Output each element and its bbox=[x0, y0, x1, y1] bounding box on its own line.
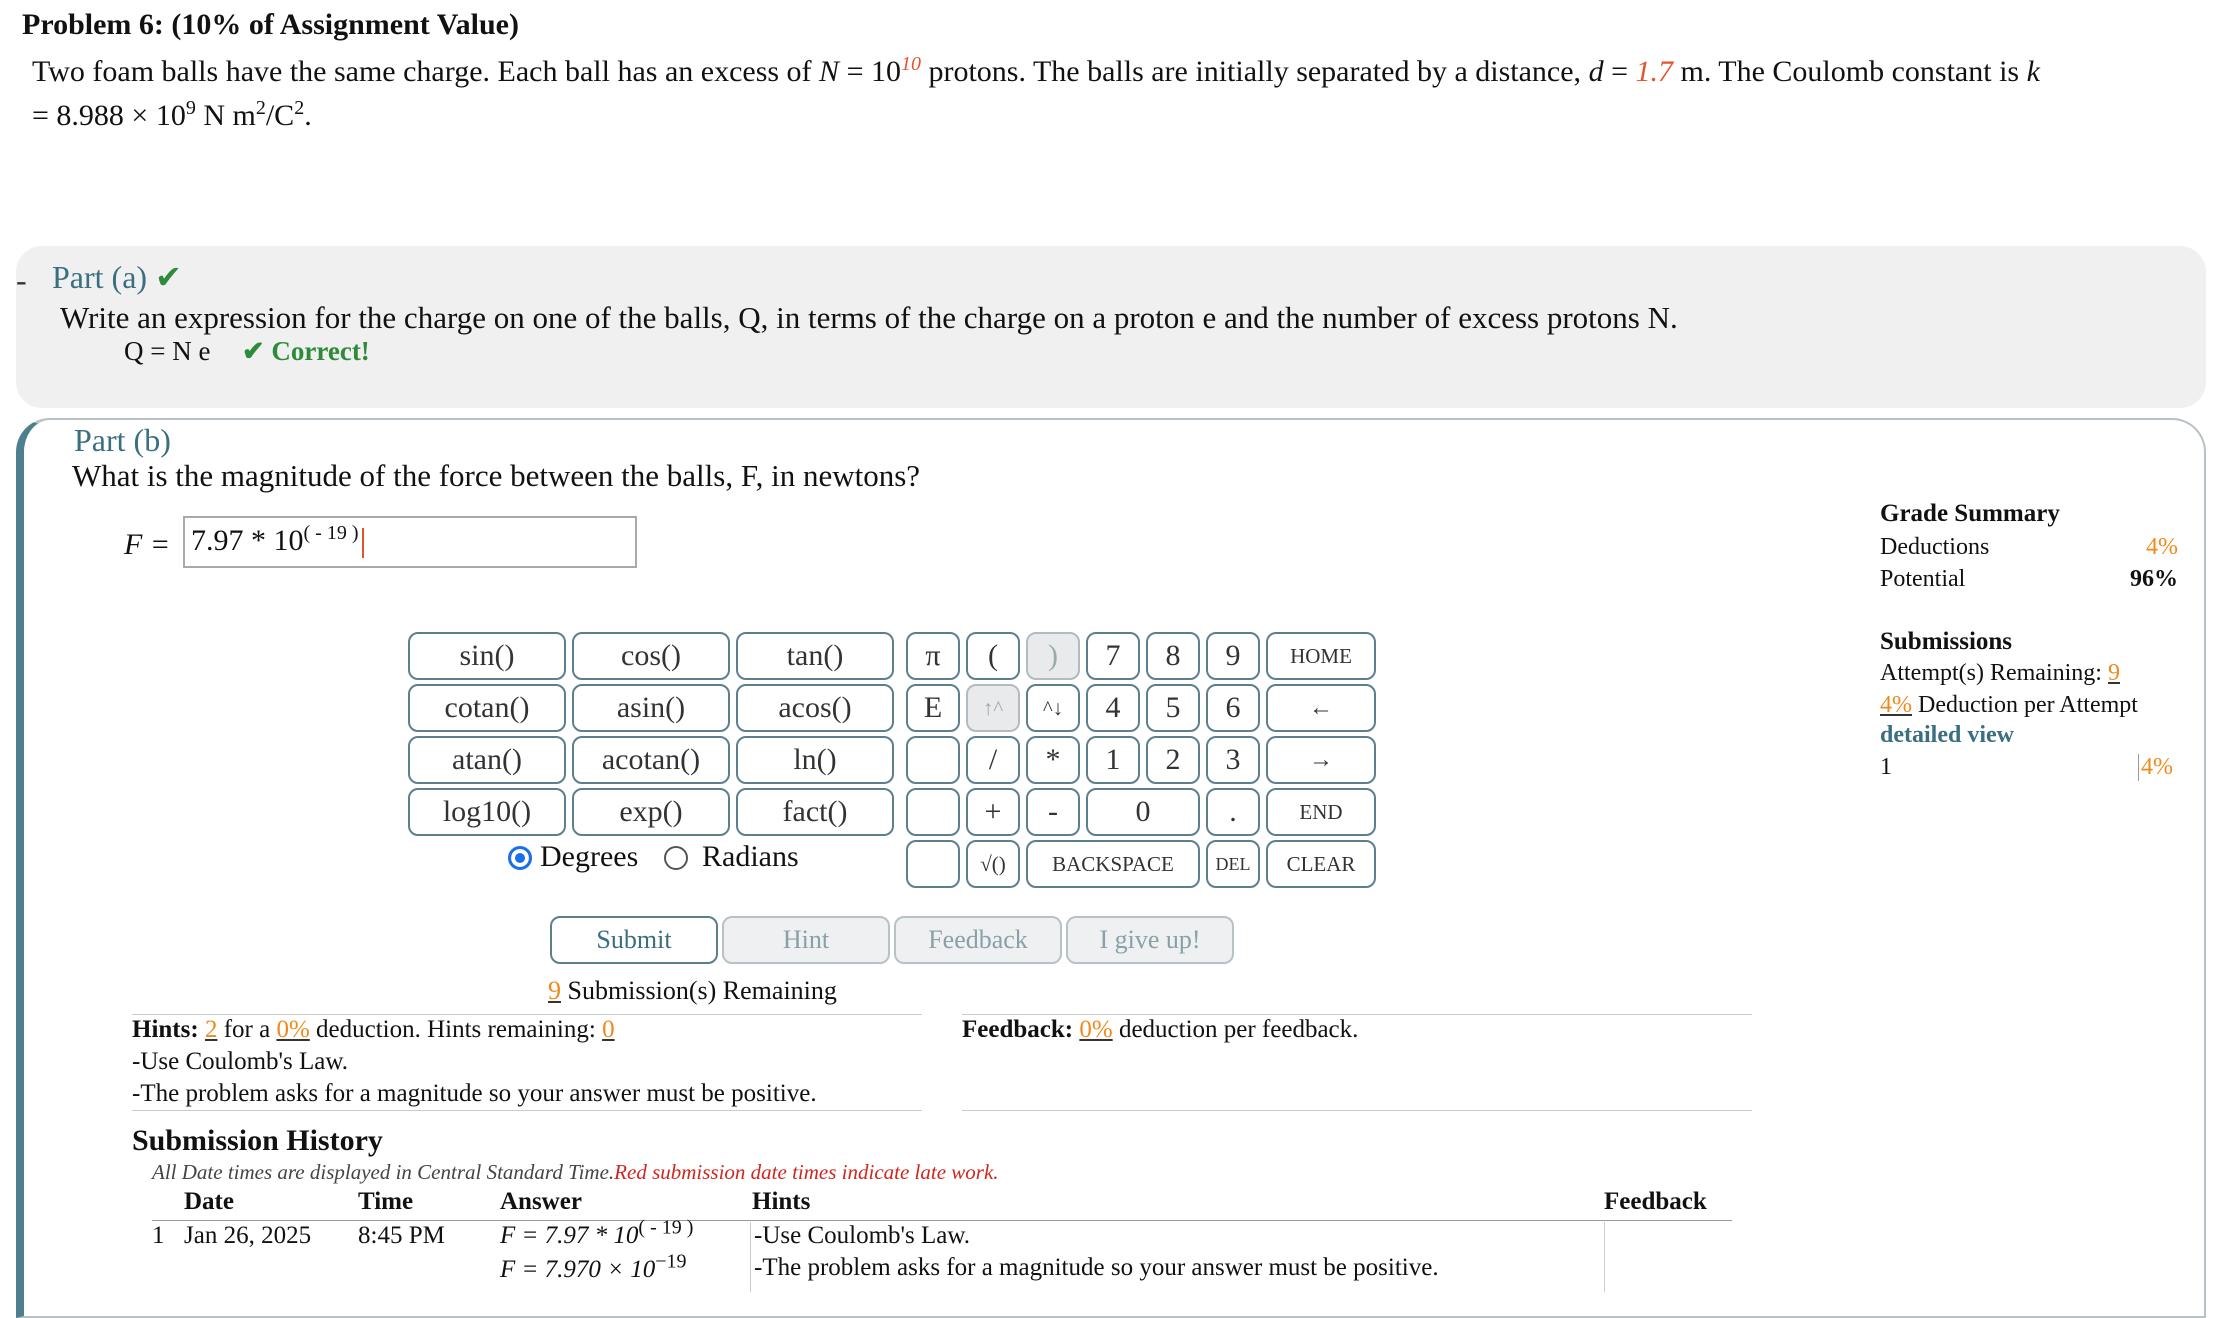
part-a-question: Write an expression for the charge on one of the balls, Q, in terms of the charge on a proton e and the number of excess protons N. bbox=[60, 300, 1678, 335]
feedback-button[interactable]: Feedback bbox=[894, 916, 1062, 964]
part-b-question: What is the magnitude of the force between the balls, F, in newtons? bbox=[72, 458, 921, 493]
key-4[interactable]: 4 bbox=[1086, 684, 1140, 732]
history-title: Submission History bbox=[132, 1124, 383, 1157]
submissions-title: Submissions bbox=[1880, 628, 2013, 655]
hint-item: -Use Coulomb's Law. bbox=[132, 1048, 349, 1075]
collapse-toggle[interactable]: - bbox=[16, 262, 27, 298]
key-end[interactable]: END bbox=[1266, 788, 1376, 836]
key-close-paren[interactable]: ) bbox=[1026, 632, 1080, 680]
row-answer-input: $F = 7.97 * 10^{( - 19 )}$ bbox=[500, 1216, 694, 1249]
key-home[interactable]: HOME bbox=[1266, 632, 1376, 680]
key-blank-1[interactable] bbox=[906, 736, 960, 784]
key-acotan[interactable]: acotan() bbox=[572, 736, 730, 784]
key-del[interactable]: DEL bbox=[1206, 840, 1260, 888]
row-time: 8:45 PM bbox=[358, 1222, 445, 1249]
detailed-view-link[interactable]: detailed view bbox=[1880, 722, 2014, 748]
key-9[interactable]: 9 bbox=[1206, 632, 1260, 680]
key-decimal[interactable]: . bbox=[1206, 788, 1260, 836]
key-multiply[interactable]: * bbox=[1026, 736, 1080, 784]
submit-button[interactable]: Submit bbox=[550, 916, 718, 964]
key-open-paren[interactable]: ( bbox=[966, 632, 1020, 680]
key-right-arrow[interactable]: → bbox=[1266, 736, 1376, 784]
key-acos[interactable]: acos() bbox=[736, 684, 894, 732]
problem-title: Problem 6: (10% of Assignment Value) bbox=[22, 8, 519, 41]
key-left-arrow[interactable]: ← bbox=[1266, 684, 1376, 732]
answer-label: F = bbox=[124, 528, 171, 561]
submissions-remaining: 9 Submission(s) Remaining bbox=[548, 976, 837, 1005]
col-answer: Answer bbox=[500, 1188, 582, 1215]
key-2[interactable]: 2 bbox=[1146, 736, 1200, 784]
attempt-deduction: 4% bbox=[2138, 754, 2173, 781]
key-tan[interactable]: tan() bbox=[736, 632, 894, 680]
key-sin[interactable]: sin() bbox=[408, 632, 566, 680]
key-blank-2[interactable] bbox=[906, 788, 960, 836]
key-1[interactable]: 1 bbox=[1086, 736, 1140, 784]
col-date: Date bbox=[184, 1188, 234, 1215]
key-exp[interactable]: exp() bbox=[572, 788, 730, 836]
degrees-label: Degrees bbox=[540, 840, 639, 873]
part-a-title[interactable]: Part (a) ✔ bbox=[52, 259, 182, 295]
attempt-index: 1 bbox=[1880, 754, 1892, 780]
key-0[interactable]: 0 bbox=[1086, 788, 1200, 836]
key-6[interactable]: 6 bbox=[1206, 684, 1260, 732]
hints-summary: Hints: 2 for a 0% deduction. Hints remaining: 0 bbox=[132, 1016, 615, 1043]
answer-input[interactable]: $7.97 * 10^{( - 19 )}$ bbox=[183, 516, 637, 568]
grade-summary-title: Grade Summary bbox=[1880, 500, 2060, 527]
col-time: Time bbox=[358, 1188, 414, 1215]
key-e[interactable]: E bbox=[906, 684, 960, 732]
key-ln[interactable]: ln() bbox=[736, 736, 894, 784]
key-log10[interactable]: log10() bbox=[408, 788, 566, 836]
key-blank-3[interactable] bbox=[906, 840, 960, 888]
key-sqrt[interactable]: √() bbox=[966, 840, 1020, 888]
distance-value: 1.7 bbox=[1635, 55, 1673, 88]
deductions-row: Deductions 4% bbox=[1880, 534, 2178, 560]
key-backspace[interactable]: BACKSPACE bbox=[1026, 840, 1200, 888]
part-a-answer: Q = N e bbox=[124, 336, 211, 366]
key-cos[interactable]: cos() bbox=[572, 632, 730, 680]
key-atan[interactable]: atan() bbox=[408, 736, 566, 784]
key-cotan[interactable]: cotan() bbox=[408, 684, 566, 732]
hint-button[interactable]: Hint bbox=[722, 916, 890, 964]
key-superscript-up[interactable]: ↑^ bbox=[966, 684, 1020, 732]
key-superscript-down[interactable]: ^↓ bbox=[1026, 684, 1080, 732]
key-divide[interactable]: / bbox=[966, 736, 1020, 784]
exponent-value: 10 bbox=[900, 53, 921, 75]
row-answer-rendered: $F = 7.970 \times 10^{-19}$ bbox=[500, 1250, 687, 1283]
row-hint: -Use Coulomb's Law. bbox=[754, 1222, 971, 1249]
history-note: All Date times are displayed in Central Standard Time.Red submission date times indicate late work. bbox=[152, 1160, 999, 1184]
key-clear[interactable]: CLEAR bbox=[1266, 840, 1376, 888]
give-up-button[interactable]: I give up! bbox=[1066, 916, 1234, 964]
attempts-remaining: Attempt(s) Remaining: 9 bbox=[1880, 660, 2120, 686]
key-5[interactable]: 5 bbox=[1146, 684, 1200, 732]
check-icon: ✔ bbox=[155, 259, 182, 295]
problem-statement: Two foam balls have the same charge. Each ball has an excess of $N = 10^{10}$ protons. The balls are initially separated by a distance, d = 1.7 m. The Coulomb constant is k = $8.988 \times 10^9$ N $m^2/C^2$. bbox=[32, 53, 2040, 132]
radians-label: Radians bbox=[702, 840, 799, 873]
key-asin[interactable]: asin() bbox=[572, 684, 730, 732]
radians-radio[interactable] bbox=[664, 846, 688, 870]
row-hint: -The problem asks for a magnitude so your answer must be positive. bbox=[754, 1254, 1439, 1281]
hint-item: -The problem asks for a magnitude so your answer must be positive. bbox=[132, 1080, 817, 1107]
key-fact[interactable]: fact() bbox=[736, 788, 894, 836]
key-3[interactable]: 3 bbox=[1206, 736, 1260, 784]
row-date: Jan 26, 2025 bbox=[184, 1222, 312, 1249]
col-hints: Hints bbox=[752, 1188, 811, 1215]
correct-badge: ✔ Correct! bbox=[242, 336, 370, 366]
potential-row: Potential 96% bbox=[1880, 566, 2178, 592]
feedback-summary: Feedback: 0% deduction per feedback. bbox=[962, 1016, 1359, 1043]
key-8[interactable]: 8 bbox=[1146, 632, 1200, 680]
text-cursor bbox=[362, 528, 364, 558]
deduction-per-attempt: 4% Deduction per Attempt bbox=[1880, 692, 2138, 718]
key-minus[interactable]: - bbox=[1026, 788, 1080, 836]
key-7[interactable]: 7 bbox=[1086, 632, 1140, 680]
key-plus[interactable]: + bbox=[966, 788, 1020, 836]
part-b-title: Part (b) bbox=[74, 422, 171, 458]
row-index: 1 bbox=[152, 1222, 165, 1249]
col-feedback: Feedback bbox=[1604, 1188, 1707, 1215]
degrees-radio[interactable] bbox=[508, 846, 532, 870]
key-pi[interactable]: π bbox=[906, 632, 960, 680]
